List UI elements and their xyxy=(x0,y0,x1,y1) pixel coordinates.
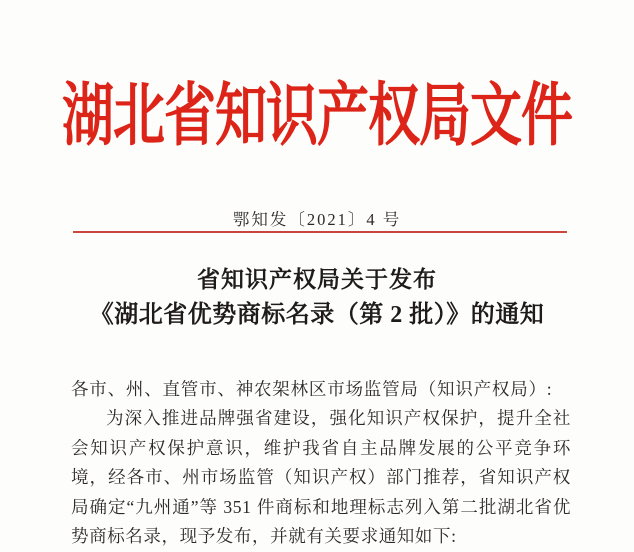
red-divider-line xyxy=(73,231,567,233)
notice-title xyxy=(0,262,634,334)
notice-title-line-1: 省知识产权局关于发布 xyxy=(197,267,437,292)
body-paragraph: 为深入推进品牌强省建设，强化知识产权保护，提升全社会知识产权保护意识，维护我省自主品牌发展的公平竞争环境，经各市、州市场监管（知识产权）部门推荐，省知识产权局确定“九州通”等 351 件商标和地理标志列入第二批湖北省优势商标名录，现予发布，并就有关要求通知如下: xyxy=(71,408,571,546)
document-number: 鄂知发〔2021〕4 号 xyxy=(232,210,402,229)
document-masthead xyxy=(0,72,634,156)
notice-title-line-2: 《湖北省优势商标名录（第 2 批）》的通知 xyxy=(89,302,545,328)
salutation-line: 各市、州、直管市、神农架林区市场监管局（知识产权局）: xyxy=(71,379,553,399)
masthead-title-text: 湖北省知识产权局文件 xyxy=(61,79,572,156)
